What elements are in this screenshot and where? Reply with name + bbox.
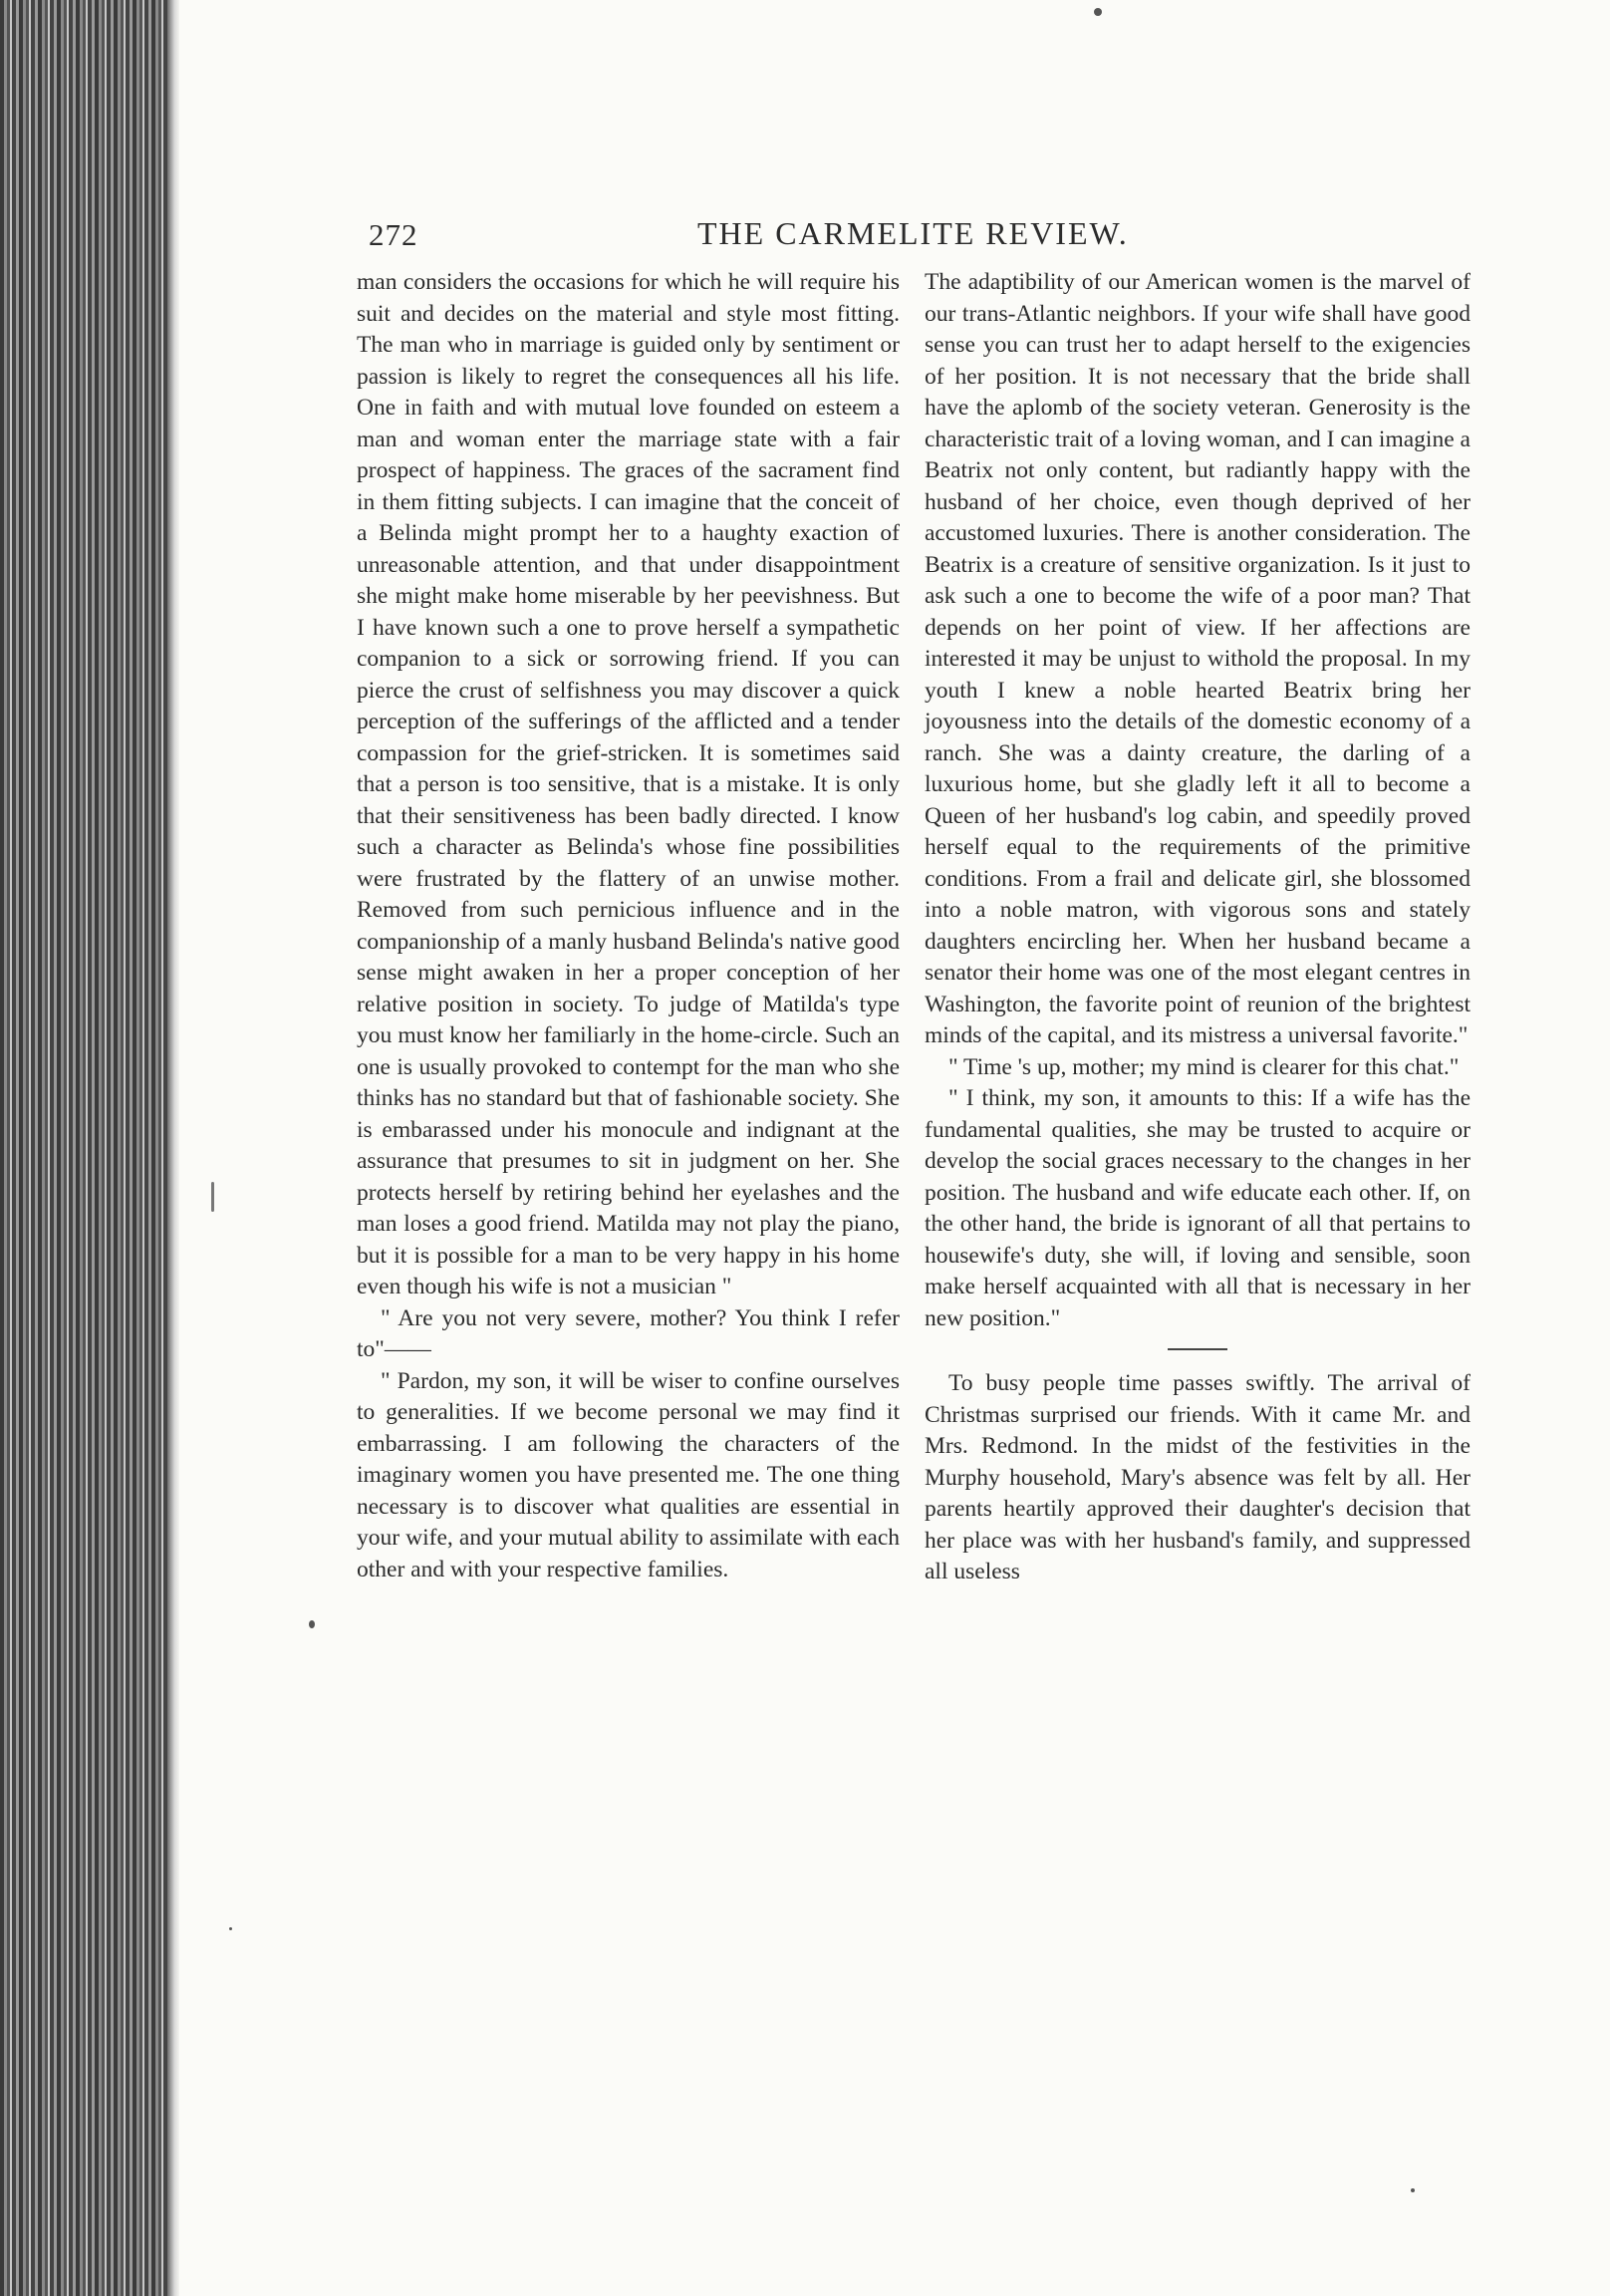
page-gutter bbox=[0, 0, 167, 2296]
right-paragraph-3: " I think, my son, it amounts to this: If a wife has the fundamental qualities, she may be trusted to acquire or develop the social graces necessary to the changes in her position. The husband and wife educate each other. If, on the other hand, the bride is ignorant of all that pertains to housewife's duty, she will, if loving and sensible, soon make herself acquainted with all that is necessary in her new position." bbox=[925, 1085, 1471, 1331]
left-column bbox=[357, 267, 900, 1585]
scan-speck bbox=[1411, 2188, 1415, 2192]
scan-speck bbox=[309, 1620, 315, 1628]
left-paragraph-1: man considers the occasions for which he will require his suit and decides on the material and style most fitting. The man who in marriage is guided only by sentiment or passion is likely to regret the consequences all his life. One in faith and with mutual love founded on esteem a man and woman enter the marriage state with a fair prospect of happiness. The graces of the sacrament find in them fitting subjects. I can imagine that the conceit of a Belinda might prompt her to a haughty exaction of unreasonable attention, and that under disappointment she might make home miserable by her peevishness. But I have known such a one to prove herself a sympathetic companion to a sick or sorrowing friend. If you can pierce the crust of selfishness you may discover a quick perception of the sufferings of the afflicted and a tender compassion for the grief-stricken. It is sometimes said that a person is too sensitive, that is a mistake. It is only that their sensitiveness has been badly directed. I know such a character as Belinda's whose fine possibilities were frustrated by the flattery of an unwise mother. Removed from such pernicious influence and in the companionship of a manly husband Belinda's native good sense might awaken in her a proper conception of her relative position in society. To judge of Matilda's type you must know her familiarly in the home-circle. Such an one is usually provoked to contempt for the man who she thinks has no standard but that of fashionable society. She is embarassed under his monocule and indignant at the assurance that presumes to sit in judgment on her. She protects herself by retiring behind her eyelashes and the man loses a good friend. Matilda may not play the piano, but it is possible for a man to be very happy in his home even though his wife is not a musician " bbox=[357, 269, 900, 1299]
right-paragraph-1: The adaptibility of our American women is the marvel of our trans-Atlantic neighbors. If your wife shall have good sense you can trust her to adapt herself to the exigencies of her position. It is not necessary that the bride shall have the aplomb of the society veteran. Generosity is the characteristic trait of a loving woman, and I can imagine a Beatrix not only content, but radiantly happy with the husband of her choice, even though deprived of her accustomed luxuries. There is another consideration. The Beatrix is a creature of sensitive organization. Is it just to ask such a one to become the wife of a poor man? That depends on her point of view. If her affections are interested it may be unjust to withold the proposal. In my youth I knew a noble hearted Beatrix bring her joyousness into the details of the domestic economy of a ranch. She was a dainty creature, the darling of a luxurious home, but she gladly left it all to become a Queen of her husband's log cabin, and speedily proved herself equal to the requirements of the primitive conditions. From a frail and delicate girl, she blossomed into a noble matron, with vigorous sons and stately daughters encircling her. When her husband became a senator their home was one of the most elegant centres in Washington, the favorite point of reunion of the brightest minds of the capital, and its mistress a universal favorite." bbox=[925, 269, 1471, 1048]
right-paragraph-2: " Time 's up, mother; my mind is clearer for this chat." bbox=[948, 1053, 1460, 1080]
scan-speck bbox=[1094, 8, 1102, 16]
page-edge-shadow bbox=[167, 0, 179, 2296]
page-number: 272 bbox=[369, 217, 418, 252]
left-paragraph-3: " Pardon, my son, it will be wiser to confine ourselves to generalities. If we become personal we may find it embarrassing. I am following the characters of the imaginary women you have presented me. The one thing necessary is to discover what qualities are essential in your wife, and your mutual ability to assimilate with each other and with your respective families. bbox=[357, 1367, 900, 1582]
right-column bbox=[925, 267, 1471, 1588]
scan-speck bbox=[211, 1182, 214, 1212]
running-title: THE CARMELITE REVIEW. bbox=[697, 215, 1129, 251]
scan-speck bbox=[229, 1927, 232, 1930]
right-paragraph-4: To busy people time passes swiftly. The arrival of Christmas surprised our friends. With it came Mr. and Mrs. Redmond. In the midst of the festivities in the Murphy household, Mary's absence was felt by all. Her parents heartily approved their daughter's decision that her place was with her husband's family, and suppressed all useless bbox=[925, 1370, 1471, 1584]
left-paragraph-2: " Are you not very severe, mother? You think I refer to"—— bbox=[357, 1304, 900, 1362]
section-divider bbox=[1168, 1348, 1227, 1350]
